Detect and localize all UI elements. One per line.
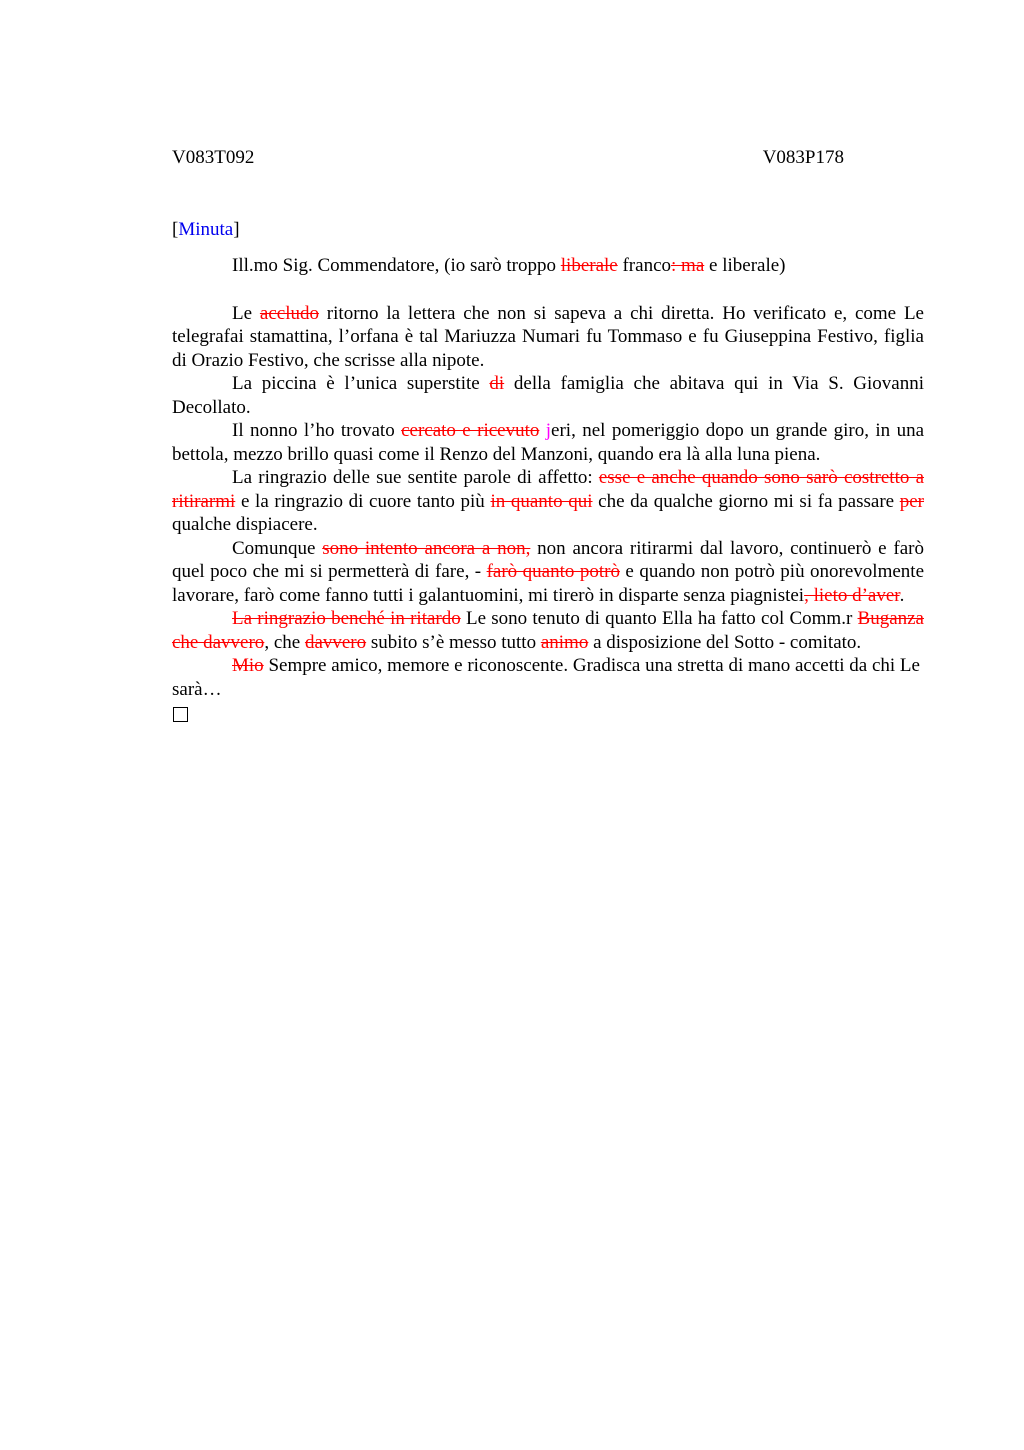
deleted-text: in quanto qui [490,490,593,512]
deleted-text: per [899,490,924,512]
text-segment: e quando non potrò più onorevolmente lavorare, farò come fanno tutti i galantuomini, mi tirerò in disparte senza piagnistei [172,561,925,606]
document-type-label [172,218,924,242]
text-segment: e la ringrazio di cuore tanto più [235,490,491,512]
text-segment: e liberale) [704,255,786,276]
paragraph-enclosed-letter [172,302,924,373]
label-text: Minuta [178,219,234,240]
deleted-text: La ringrazio benché in ritardo [232,608,461,629]
text-segment: Il nonno l’ho trovato [232,420,402,441]
text-segment: subito s’è messo tutto [366,631,541,653]
header-row [172,146,844,170]
text-segment: qualche dispiacere. [172,514,318,535]
text-segment: della famiglia che abitava qui in Via S. Giovanni Decollato. [172,373,924,418]
deleted-text: farò quanto potrò [486,561,620,582]
empty-checkbox-mark [173,707,188,722]
deleted-text: cercato e ricevuto [401,420,540,441]
inserted-correction: j [545,420,552,441]
deleted-text: Buganza che davvero [172,608,924,653]
deleted-text: esse e anche quando sono sarò costretto a ritirarmi [172,467,924,512]
text-segment: Comunque [232,537,323,559]
deleted-text: : ma [671,255,705,276]
text-segment: Sempre amico, memore e riconoscente. Gradisca una stretta di mano accetti da chi Le sarà… [172,655,920,700]
deleted-text: davvero [304,631,367,653]
paragraph-grandfather [172,419,924,466]
text-segment: eri, nel pomeriggio dopo un grande giro, in una bettola, mezzo brillo quasi come il Renzo del Manzoni, quando era là alla luna piena. [172,420,924,465]
deleted-text: Mio [232,655,264,676]
text-segment: La piccina è l’unica superstite [232,373,490,394]
text-segment: Le sono tenuto di quanto Ella ha fatto col Comm.r [460,608,858,629]
text-segment: a disposizione del Sotto - comitato. [588,631,862,653]
salutation-line [172,254,924,278]
paragraph-retirement [172,537,924,608]
paragraph-survivor [172,372,924,419]
text-segment: ritorno la lettera che non si sapeva a chi diretta. Ho verificato e, come Le telegrafai stamattina, l’orfana è tal Mariuzza Numari fu Tommaso e fu Giuseppina Festivo, figlia di Orazio Festivo, che scrisse alla nipote. [172,302,924,371]
text-segment: Le [232,302,260,324]
document-page [172,146,924,729]
text-segment: franco [617,255,672,276]
paragraph-thanks [172,466,924,537]
text-segment: non ancora ritirarmi dal lavoro, continuerò e farò quel poco che mi si permetterà di fare, - [172,537,924,582]
text-segment: . [899,584,905,606]
deleted-text: , lieto d’aver [804,584,900,606]
text-segment: , che [264,631,305,653]
letter-body [172,302,924,702]
label-close-bracket: ] [233,219,240,240]
deleted-text: liberale [560,255,618,276]
deleted-text: di [489,373,505,394]
document-code-right: V083P178 [762,147,844,168]
document-code-left: V083T092 [172,147,255,168]
deleted-text: accludo [259,302,319,324]
text-segment: Ill.mo Sig. Commendatore, (io sarò troppo [232,255,561,276]
label-open-bracket: [ [172,219,179,240]
text-segment: che da qualche giorno mi si fa passare [592,490,900,512]
paragraph-committee [172,607,924,654]
deleted-text: animo [540,631,589,653]
text-segment: La ringrazio delle sue sentite parole di affetto: [232,467,599,488]
paragraph-closing [172,654,924,701]
deleted-text: sono intento ancora a non, [322,537,531,559]
